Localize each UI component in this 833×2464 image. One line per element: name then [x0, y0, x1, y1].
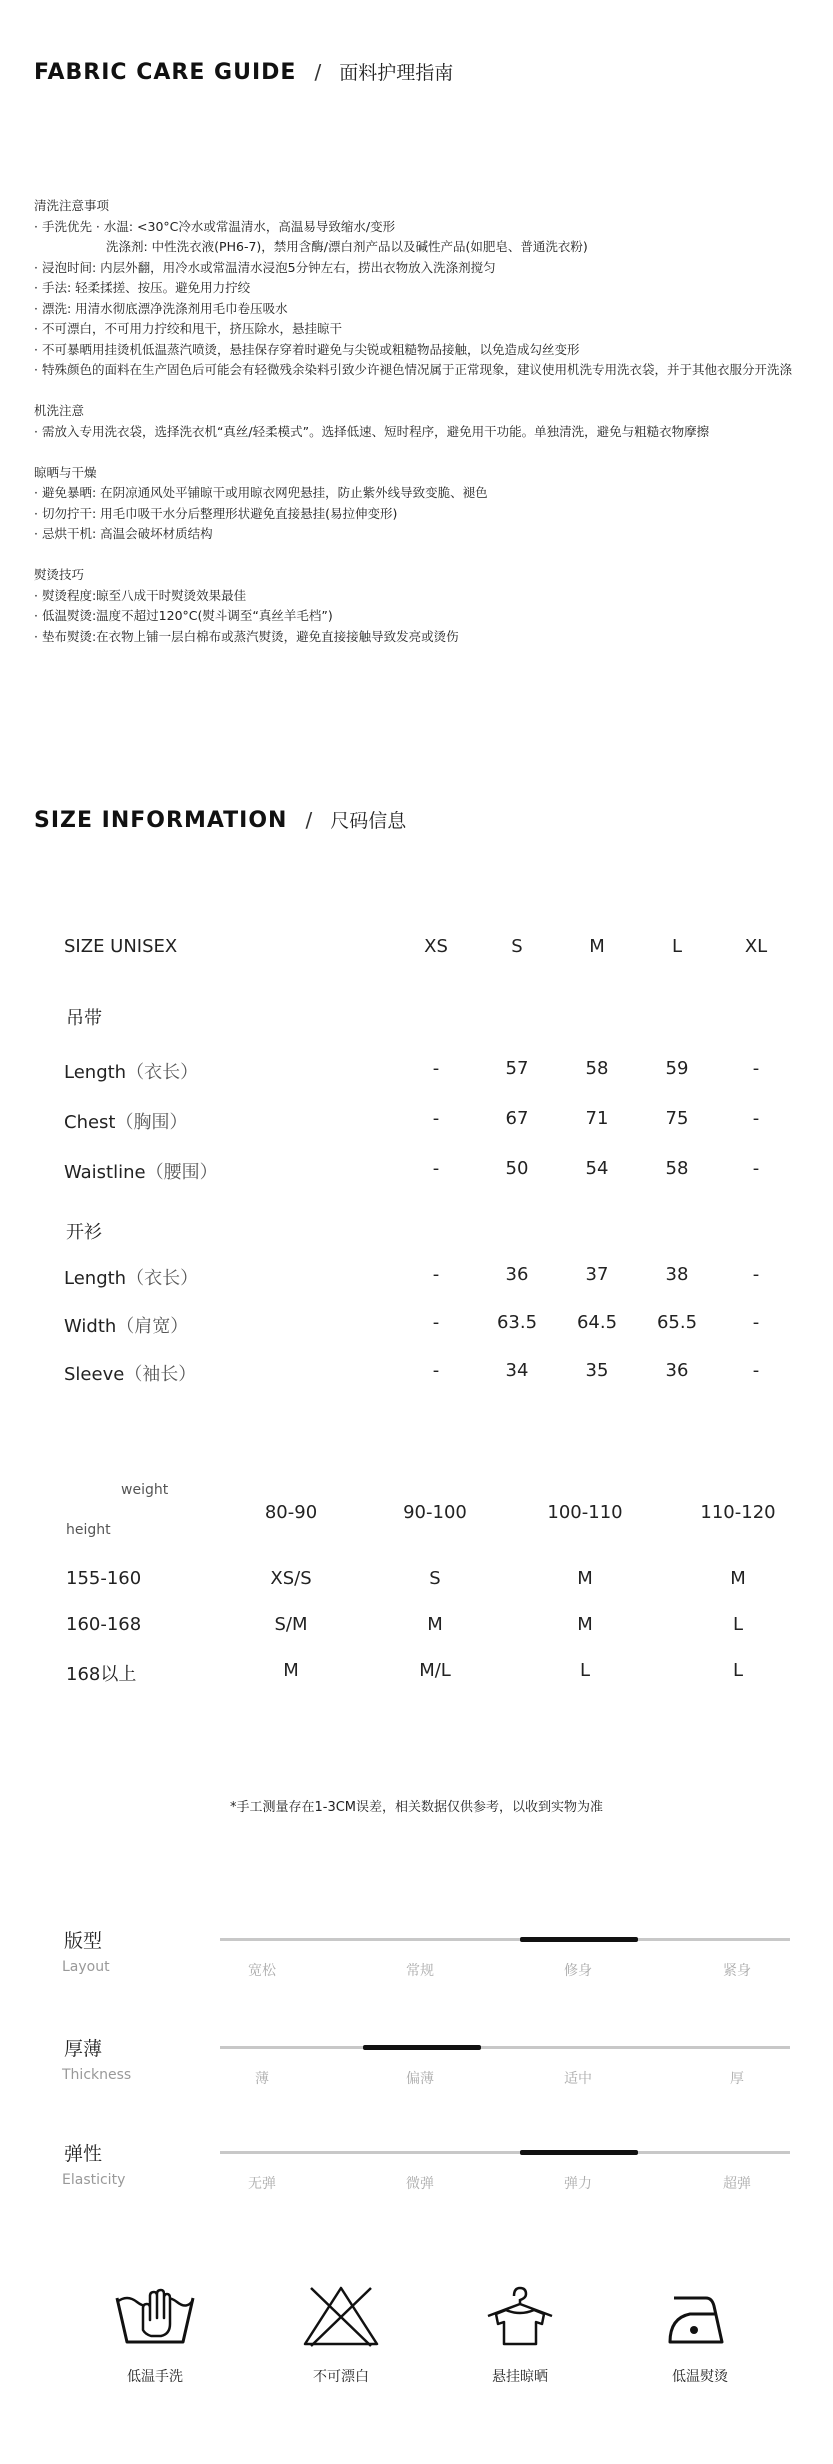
fit-cell: M [283, 1660, 299, 1681]
fit-cell: S [429, 1568, 441, 1589]
fit-cell: M [427, 1614, 443, 1635]
low-iron-icon [660, 2282, 740, 2348]
size-row-label [64, 1312, 188, 1338]
size-cell: - [432, 1108, 440, 1129]
care-line: · 不可漂白，不可用力拧绞和甩干，挤压除水，悬挂晾干 [34, 321, 342, 336]
care-section-title [34, 58, 453, 85]
care-group-heading: 清洗注意事项 [34, 198, 110, 213]
size-header-cell: L [671, 936, 683, 957]
size-header-row [64, 936, 784, 966]
size-row-label-en: Waistline [64, 1162, 146, 1183]
fit-cell: M [730, 1568, 746, 1589]
size-row-label [64, 1360, 196, 1386]
size-cell: - [752, 1360, 760, 1381]
weight-corner-label: weight [121, 1482, 169, 1498]
fit-cell: L [732, 1660, 744, 1681]
size-row-label [64, 1264, 198, 1290]
care-group-wash [34, 196, 804, 381]
care-icon-label: 低温熨烫 [672, 2369, 728, 2385]
size-group-title: 吊带 [66, 1008, 102, 1029]
care-icon-label: 悬挂晾晒 [492, 2369, 548, 2385]
size-cell: - [752, 1264, 760, 1285]
scale-name-en: Elasticity [62, 2172, 126, 2188]
scale-name-zh: 厚薄 [64, 2038, 103, 2060]
height-row-label: 168以上 [66, 1664, 137, 1685]
scale-thickness [62, 2034, 792, 2104]
care-title-zh: 面料护理指南 [339, 62, 454, 84]
size-row [64, 1264, 784, 1294]
scale-tick-label: 常规 [406, 1963, 434, 1979]
size-cell: 75 [665, 1108, 689, 1129]
scale-tick-label: 无弹 [248, 2176, 276, 2192]
care-title-en: FABRIC CARE GUIDE [34, 60, 297, 85]
size-cell: 50 [505, 1158, 529, 1179]
fit-cell: M/L [419, 1660, 451, 1681]
scale-tick-label: 薄 [255, 2071, 269, 2087]
care-line: · 熨烫程度:晾至八成干时熨烫效果最佳 [34, 587, 247, 603]
care-group-heading: 熨烫技巧 [34, 567, 85, 582]
size-header-cell: M [589, 936, 605, 957]
size-row [64, 1058, 784, 1088]
size-row-label [64, 1108, 188, 1134]
care-line: · 手洗优先 · 水温: <30°C冷水或常温清水，高温易导致缩水/变形 [34, 218, 396, 234]
height-corner-label: height [66, 1522, 111, 1538]
size-cell: - [752, 1058, 760, 1079]
care-icon-hang-dry [460, 2282, 580, 2386]
size-row-label-zh: （肩宽） [116, 1316, 189, 1337]
scale-tick-label: 微弹 [406, 2176, 434, 2192]
scale-tick-label: 宽松 [248, 1963, 276, 1979]
care-line: · 忌烘干机: 高温会破坏材质结构 [34, 526, 213, 541]
size-row-label-en: Length [64, 1268, 127, 1289]
scale-tick-label: 超弹 [723, 2176, 751, 2192]
care-line: · 漂洗: 用清水彻底漂净洗涤剂用毛巾卷压吸水 [34, 300, 288, 316]
size-cell: 36 [505, 1264, 529, 1285]
care-line: · 需放入专用洗衣袋，选择洗衣机“真丝/轻柔模式”。选择低速、短时程序，避免用干功能。单独清洗，避免与粗糙衣物摩擦 [34, 423, 710, 439]
size-cell: 71 [585, 1108, 609, 1129]
care-line: · 垫布熨烫:在衣物上铺一层白棉布或蒸汽熨烫，避免直接接触导致发亮或烫伤 [34, 628, 459, 644]
size-cell: 35 [585, 1360, 609, 1381]
size-row-label-en: Length [64, 1062, 127, 1083]
size-row-label-zh: （袖长） [124, 1364, 197, 1385]
fit-cell: S/M [274, 1614, 308, 1635]
size-cell: 63.5 [496, 1312, 538, 1333]
size-cell: 59 [665, 1058, 689, 1079]
height-row-label: 155-160 [66, 1568, 142, 1589]
scale-elasticity [62, 2139, 792, 2209]
care-icon-label: 低温手洗 [127, 2369, 183, 2385]
weight-header-cell: 110-120 [700, 1502, 776, 1523]
scale-layout [62, 1926, 792, 1996]
scale-tick-label: 修身 [564, 1963, 592, 1979]
care-group-machine [34, 401, 804, 442]
care-line: 洗涤剂: 中性洗衣液(PH6-7)，禁用含酶/漂白剂产品以及碱性产品(如肥皂、普通洗衣粉) [106, 239, 588, 254]
size-section-title [34, 806, 406, 833]
size-row-label-zh: （腰围） [145, 1162, 218, 1183]
scale-indicator [520, 2150, 638, 2155]
scale-tick-label: 紧身 [723, 1963, 751, 1979]
scale-tick-label: 弹力 [564, 2176, 592, 2192]
hand-wash-icon [113, 2282, 197, 2348]
weight-header-cell: 90-100 [403, 1502, 467, 1523]
size-title-separator: / [305, 808, 313, 832]
height-row [66, 1614, 786, 1642]
scale-name-zh: 版型 [64, 1930, 103, 1952]
care-group-ironing [34, 565, 804, 647]
size-cell: - [432, 1058, 440, 1079]
size-cell: - [432, 1312, 440, 1333]
size-cell: 67 [505, 1108, 529, 1129]
size-cell: 54 [585, 1158, 609, 1179]
size-header-label: SIZE UNISEX [64, 936, 178, 957]
weight-header-row [66, 1502, 786, 1530]
size-row [64, 1108, 784, 1138]
care-line: · 切勿拧干: 用毛巾吸干水分后整理形状避免直接悬挂(易拉伸变形) [34, 505, 398, 521]
care-line: · 避免暴晒: 在阴凉通风处平铺晾干或用晾衣网兜悬挂，防止紫外线导致变脆、褪色 [34, 485, 488, 500]
care-group-heading: 晾晒与干燥 [34, 464, 97, 480]
scale-name-zh: 弹性 [64, 2143, 103, 2165]
care-group-drying [34, 463, 804, 545]
size-row-label-en: Sleeve [64, 1364, 125, 1385]
size-row [64, 1360, 784, 1390]
size-title-en: SIZE INFORMATION [34, 808, 288, 833]
scale-tick-label: 适中 [564, 2071, 592, 2087]
size-cell: - [752, 1158, 760, 1179]
size-header-cell: S [511, 936, 523, 957]
size-title-zh: 尺码信息 [330, 810, 407, 832]
scale-name-en: Layout [62, 1959, 110, 1975]
size-row-label-zh: （衣长） [126, 1062, 199, 1083]
no-bleach-icon [301, 2282, 381, 2348]
care-instructions [34, 196, 804, 668]
size-group-title: 开衫 [66, 1222, 102, 1243]
scale-indicator [520, 1937, 638, 1942]
measurement-note: *手工测量存在1-3CM误差，相关数据仅供参考，以收到实物为准 [229, 1800, 604, 1815]
fit-cell: L [579, 1660, 591, 1681]
height-row-label: 160-168 [66, 1614, 142, 1635]
hang-dry-icon [480, 2282, 560, 2348]
fit-cell: L [732, 1614, 744, 1635]
care-line: · 不可暴晒用挂烫机低温蒸汽喷烫，悬挂保存穿着时避免与尖锐或粗糙物品接触，以免造成勾丝变形 [34, 341, 580, 357]
scale-track [220, 2151, 790, 2154]
size-cell: - [432, 1360, 440, 1381]
scale-track [220, 1938, 790, 1941]
care-icon-low-iron [640, 2282, 760, 2386]
size-row [64, 1312, 784, 1342]
care-icon-no-bleach [281, 2282, 401, 2386]
size-row-label-en: Width [64, 1316, 117, 1337]
size-row-label-zh: （胸围） [115, 1112, 188, 1133]
size-cell: 38 [665, 1264, 689, 1285]
size-cell: - [752, 1312, 760, 1333]
height-row [66, 1660, 786, 1688]
size-cell: 36 [665, 1360, 689, 1381]
size-row-label [64, 1058, 198, 1084]
care-line: · 浸泡时间: 内层外翻，用冷水或常温清水浸泡5分钟左右，捞出衣物放入洗涤剂搅匀 [34, 259, 496, 275]
weight-header-cell: 80-90 [264, 1502, 318, 1523]
scale-name-en: Thickness [62, 2067, 132, 2083]
care-title-separator: / [314, 60, 322, 84]
size-row-label [64, 1158, 218, 1184]
size-cell: 58 [585, 1058, 609, 1079]
size-cell: 64.5 [576, 1312, 618, 1333]
fit-cell: M [577, 1614, 593, 1635]
scale-tick-label: 偏薄 [406, 2071, 434, 2087]
size-cell: 57 [505, 1058, 529, 1079]
size-cell: 65.5 [656, 1312, 698, 1333]
care-icon-hand-wash [95, 2282, 215, 2386]
weight-header-cell: 100-110 [547, 1502, 623, 1523]
size-row-label-en: Chest [64, 1112, 116, 1133]
size-header-cell: XL [744, 936, 768, 957]
size-cell: 37 [585, 1264, 609, 1285]
care-group-heading: 机洗注意 [34, 403, 85, 418]
fit-cell: M [577, 1568, 593, 1589]
fit-cell: XS/S [270, 1568, 312, 1589]
care-line: · 特殊颜色的面料在生产固色后可能会有轻微残余染料引致少许褪色情况属于正常现象，建议使用机洗专用洗衣袋，并于其他衣服分开洗涤 [34, 362, 792, 377]
care-line: · 手法: 轻柔揉搓、按压。避免用力拧绞 [34, 280, 251, 295]
care-icon-label: 不可漂白 [313, 2369, 369, 2385]
scale-track [220, 2046, 790, 2049]
height-row [66, 1568, 786, 1596]
size-row [64, 1158, 784, 1188]
scale-indicator [363, 2045, 481, 2050]
size-cell: 34 [505, 1360, 529, 1381]
size-cell: 58 [665, 1158, 689, 1179]
care-line: · 低温熨烫:温度不超过120°C(熨斗调至“真丝羊毛档”) [34, 608, 333, 623]
size-cell: - [432, 1264, 440, 1285]
size-cell: - [752, 1108, 760, 1129]
size-header-cell: XS [424, 936, 448, 957]
size-cell: - [432, 1158, 440, 1179]
size-row-label-zh: （衣长） [126, 1268, 199, 1289]
scale-tick-label: 厚 [730, 2071, 744, 2087]
